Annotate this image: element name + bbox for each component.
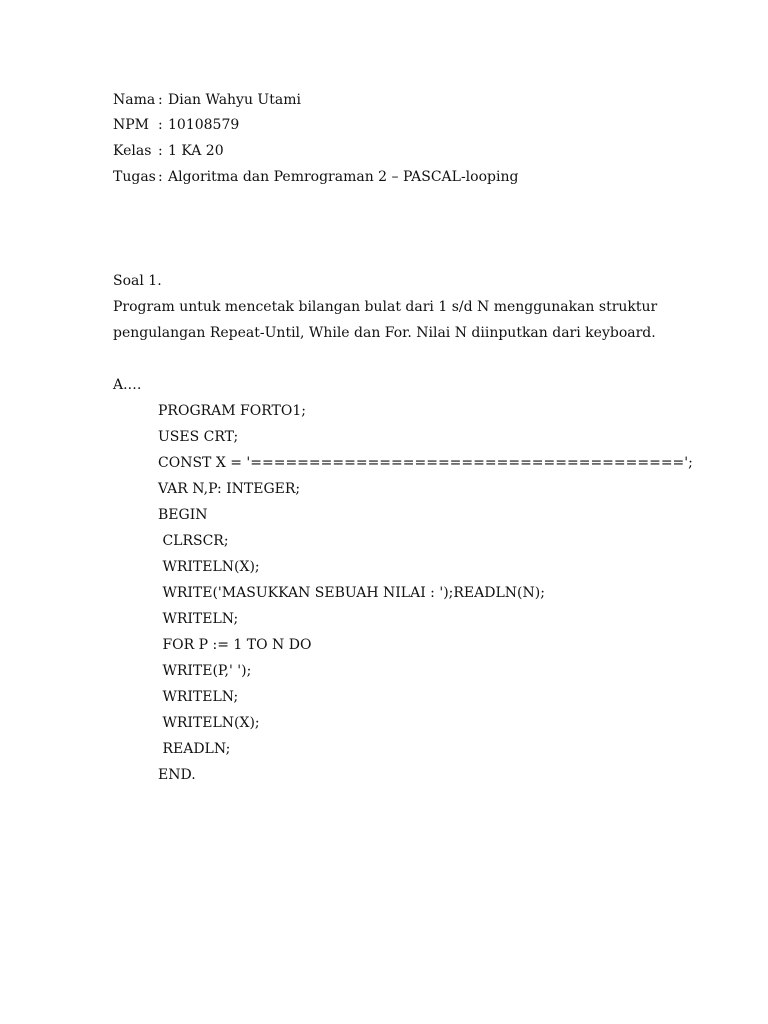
nama-separator: : [158,92,163,108]
code-line: WRITE(P,' '); [158,663,252,679]
tugas-value: Algoritma dan Pemrograman 2 – PASCAL-looping [168,169,519,185]
code-line: BEGIN [158,507,208,523]
npm-label: NPM [113,117,150,133]
tugas-separator: : [158,169,163,185]
section-a-label: A.… [113,377,142,393]
code-line: WRITELN; [158,689,239,705]
code-line: WRITELN; [158,611,239,627]
nama-label: Nama [113,92,156,108]
npm-separator: : [158,117,163,133]
tugas-label: Tugas [113,169,156,185]
soal-description-line-2: pengulangan Repeat-Until, While dan For. Nilai N diinputkan dari keyboard. [113,325,656,341]
soal-title: Soal 1. [113,273,162,289]
code-line: USES CRT; [158,429,239,445]
code-line: CLRSCR; [158,533,229,549]
code-line: CONST X = '====================================='; [158,455,693,471]
code-line: READLN; [158,741,231,757]
code-line: WRITELN(X); [158,559,260,575]
kelas-label: Kelas [113,143,152,159]
code-line: END. [158,767,196,783]
nama-value: Dian Wahyu Utami [168,92,301,108]
kelas-separator: : [158,143,163,159]
code-line: PROGRAM FORTO1; [158,403,306,419]
code-line: FOR P := 1 TO N DO [158,637,312,653]
code-line: VAR N,P: INTEGER; [158,481,301,497]
code-line: WRITELN(X); [158,715,260,731]
npm-value: 10108579 [168,117,240,133]
code-line: WRITE('MASUKKAN SEBUAH NILAI : ');READLN(N); [158,585,545,601]
soal-description-line-1: Program untuk mencetak bilangan bulat dari 1 s/d N menggunakan struktur [113,299,658,315]
kelas-value: 1 KA 20 [168,143,224,159]
